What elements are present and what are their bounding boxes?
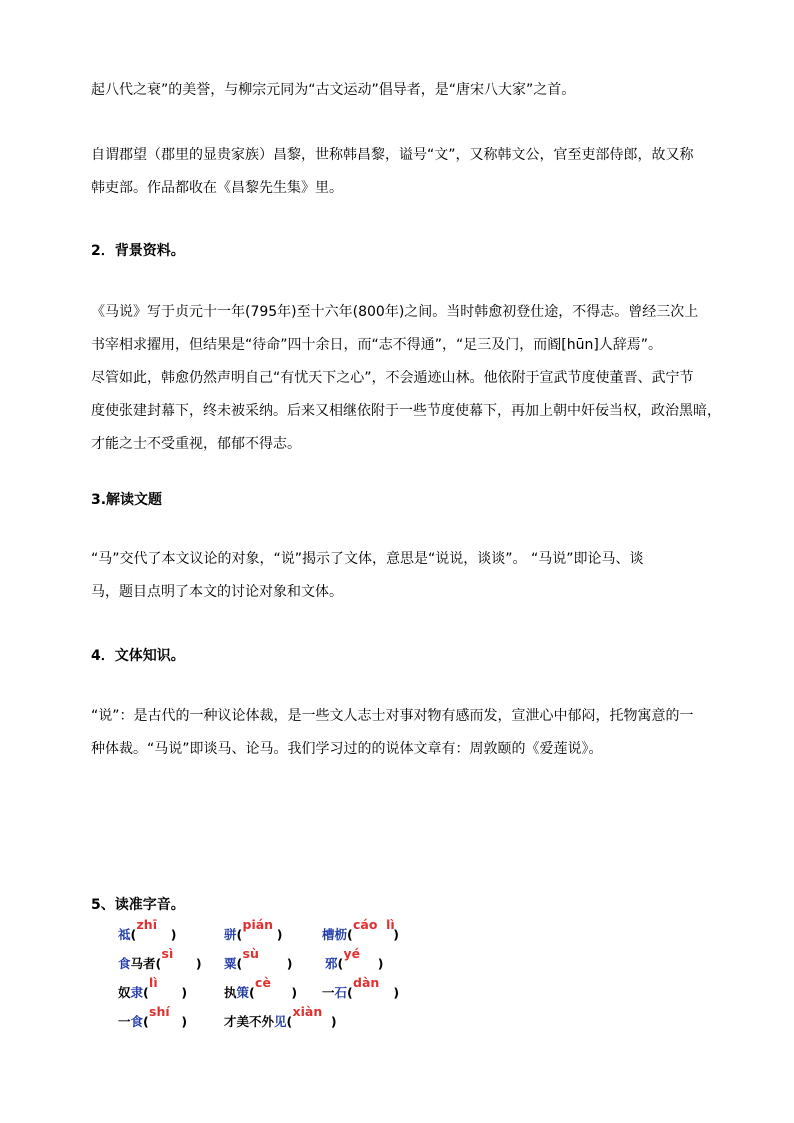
text-line: “马”交代了本文议论的对象，“说”揭示了文体，意思是“说说，谈谈”。 “马说”即论马、谈 xyxy=(91,551,644,567)
pinyin: shí xyxy=(149,1004,170,1019)
pinyin: zhī xyxy=(136,917,157,932)
pinyin: sù xyxy=(242,946,259,961)
text-line: 起八代之衰”的美誉，与柳宗元同为“古文运动”倡导者，是“唐宋八大家”之首。 xyxy=(91,82,576,98)
pinyin: pián xyxy=(242,917,274,932)
text-line: 马，题目点明了本文的讨论对象和文体。 xyxy=(91,584,343,600)
text-line: 才能之士不受重视，郁郁不得志。 xyxy=(91,436,301,452)
text-line: 尽管如此，韩愈仍然声明自己“有忧天下之心”，不会遁迹山林。他依附于宣武节度使董晋、武宁节 xyxy=(91,370,694,386)
author-paragraph xyxy=(91,139,703,205)
pronunciation-item: 食马者( sì ) xyxy=(118,946,202,971)
pinyin: sì xyxy=(161,946,174,961)
genre-paragraph xyxy=(91,700,703,766)
pronunciation-item: 邪( yé ) xyxy=(325,946,384,971)
pronunciation-item: 槽枥( cáo lì ) xyxy=(322,917,400,942)
section-heading-title-meaning: 3.解读文题 xyxy=(91,492,163,508)
text-line: 《马说》写于贞元十一年(795年)至十六年(800年)之间。当时韩愈初登仕途，不得志。曾经三次上 xyxy=(91,304,699,320)
pinyin: dàn xyxy=(353,975,380,990)
pronunciation-item: 一食( shí ) xyxy=(118,1004,188,1029)
pinyin: yé xyxy=(343,946,361,961)
intro-paragraph xyxy=(91,74,703,107)
text-line: 书宰相求擢用，但结果是“待命”四十余日，而“志不得通”，“足三及门，而阍[hūn]人辞焉”。 xyxy=(91,337,663,353)
pronunciation-item: 祗( zhī ) xyxy=(118,917,177,942)
section-heading-background: 2．背景资料。 xyxy=(91,243,185,259)
pronunciation-item: 执策( cè ) xyxy=(224,975,298,1000)
pronunciation-item: 才美不外见( xiàn ) xyxy=(224,1004,337,1029)
background-paragraph xyxy=(91,296,721,461)
text-line: 韩吏部。作品都收在《昌黎先生集》里。 xyxy=(91,180,343,196)
text-line: 度使张建封幕下，终未被采纳。后来又相继依附于一些节度使幕下，再加上朝中奸佞当权，政治黑暗， xyxy=(91,403,721,419)
pinyin: cè xyxy=(255,975,271,990)
pronunciation-item: 粟( sù ) xyxy=(224,946,293,971)
pronunciation-item: 一石( dàn ) xyxy=(322,975,400,1000)
pinyin: cáo lì xyxy=(353,917,395,932)
title-meaning-paragraph xyxy=(91,543,703,609)
text-line: “说”：是古代的一种议论体裁，是一些文人志士对事对物有感而发，宣泄心中郁闷，托物寓意的一 xyxy=(91,708,694,724)
section-heading-genre: 4．文体知识。 xyxy=(91,648,185,664)
text-line: 种体裁。“马说”即谈马、论马。我们学习过的的说体文章有：周敦颐的《爱莲说》。 xyxy=(91,741,603,757)
pronunciation-item: 骈( pián ) xyxy=(224,917,283,942)
pinyin: xiàn xyxy=(292,1004,323,1019)
section-heading-pronunciation: 5、读准字音。 xyxy=(91,897,185,913)
pronunciation-item: 奴隶( lì ) xyxy=(118,975,188,1000)
text-line: 自谓郡望（郡里的显贵家族）昌黎，世称韩昌黎，谥号“文”，又称韩文公，官至吏部侍郎，故又称 xyxy=(91,147,694,163)
pinyin: lì xyxy=(149,975,158,990)
